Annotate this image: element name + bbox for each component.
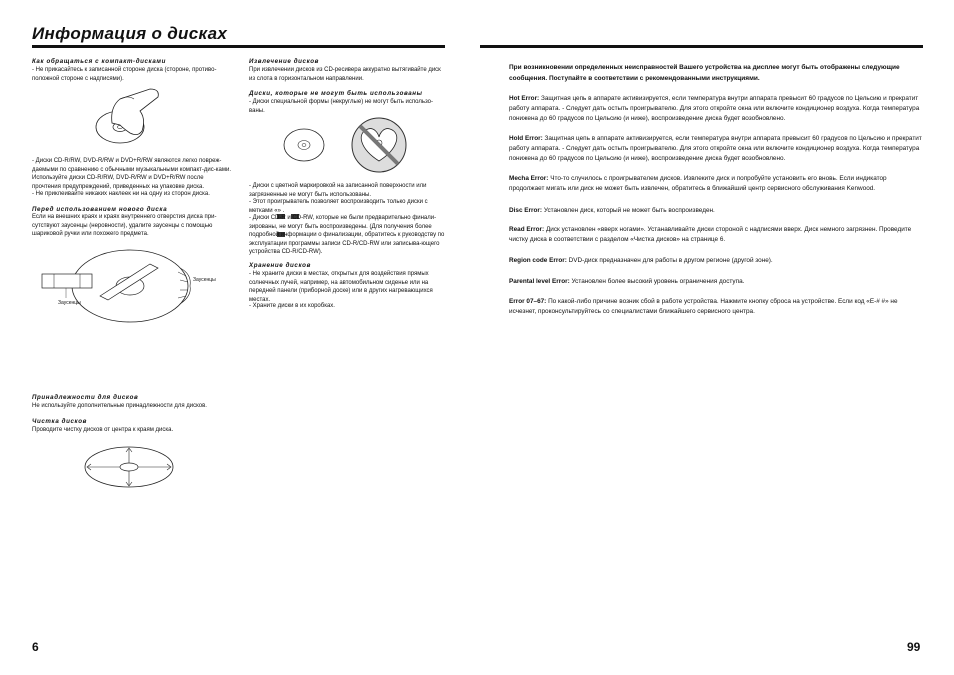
section-heading-cleaning: Чистка дисков xyxy=(32,418,87,425)
section-heading-eject: Извлечение дисков xyxy=(249,58,320,65)
sticker-warning-text: - Не приклеивайте никаких наклеек ни на одну из сторон диска. xyxy=(32,191,210,197)
section-heading-unusable: Диски, которые не могут быть использованы xyxy=(249,90,423,97)
error-description: Защитная цепь в аппарате активизируется, если температура внутри аппарата превысит 60 градусов по Цельсию и прекратит работу аппарата. - Следует дать остыть проигрывателю. Для этого откройте окна или включите кондиционер воздуха. Когда температура понижена до 60 градусов по Цельсию (и ниже), воспроизведение диска будет возобновлено. xyxy=(509,95,920,123)
handling-text: - Не прикасайтесь к записанной стороне диска (стороне, противо-положной стороне с надписями). xyxy=(32,67,217,82)
error-entry xyxy=(509,174,923,194)
error-description: Диск установлен «вверх ногами». Устанавливайте диски стороной с надписями вверх. Диск немного загрязнен. Проведите чистку диска в соответствии с разделом «Чистка дисков» на странице 6. xyxy=(509,226,912,244)
burr-removal-illustration xyxy=(40,246,230,326)
section-heading-handling: Как обращаться с компакт-дисками xyxy=(32,58,166,65)
error-description: Установлен более высокий уровень ограничения доступа. xyxy=(571,278,745,285)
burrs-label-right: Заусенцы xyxy=(193,277,216,283)
error-entry xyxy=(509,277,923,287)
error-name: Read Error: xyxy=(509,226,545,233)
section-heading-storage: Хранение дисков xyxy=(249,262,311,269)
storage-boxes-text: - Храните диски в их коробках. xyxy=(249,303,335,309)
finalize-text: - Диски CD-R и CD-RW, которые не были предварительно финали-зированы, не могут быть воспроизведены. (Для получения более подробной информации о финализации, обратитесь к руководству по эксплуатации программы записи CD-R/CD-RW или записыва-ющего устройства CD-R/CD-RW). xyxy=(249,215,445,256)
error-name: Error 07–67: xyxy=(509,298,547,305)
section-heading-new-disc: Перед использованием нового диска xyxy=(32,206,168,213)
disc-handling-illustration xyxy=(90,85,170,150)
cdr-warning-text: - Диски CD-R/RW, DVD-R/RW и DVD+R/RW являются легко повреж-даемыми по сравнению с обычными музыкальными компакт-дис-ками. Используйте диски CD-R/RW, DVD-R/RW и DVD+R/RW после прочтения предупреждений, приведенных на упаковке диска. xyxy=(32,158,232,190)
error-entry xyxy=(509,206,923,216)
error-description: Что-то случилось с проигрывателем дисков. Извлеките диск и попробуйте установить его вновь. Если индикатор продолжает мигать или диск не может быть извлечен, обратитесь в ближайший центр сервисного обслуживания Kenwood. xyxy=(509,175,887,193)
error-name: Hot Error: xyxy=(509,95,540,102)
colored-disc-text: - Диски с цветной маркировкой на записанной поверхности или загрязненные не могут быть использованы. xyxy=(249,183,427,198)
disc-logo-marks xyxy=(277,206,313,212)
error-description: DVD-диск предназначен для работы в другом регионе (другой зоне). xyxy=(568,257,773,264)
unusable-discs-illustration xyxy=(282,115,412,175)
page-number-left: 6 xyxy=(32,640,39,654)
new-disc-text: Если на внешних краях и краях внутреннего отверстия диска при-сутствуют заусенцы (неровности), удалите заусенцы с помощью шариковой ручки или похожего предмета. xyxy=(32,214,217,238)
error-name: Hold Error: xyxy=(509,135,543,142)
error-description: По какой-либо причине возник сбой в работе устройства. Нажмите кнопку сброса на устройстве. Если код «E-# #» не исчезнет, проконсультируйтесь со специалистами ближайшего сервисного центра. xyxy=(509,298,898,316)
disc-cleaning-illustration xyxy=(82,444,177,490)
error-name: Mecha Error: xyxy=(509,175,549,182)
section-heading-accessories: Принадлежности для дисков xyxy=(32,394,139,401)
error-intro: При возникновении определенных неисправностей Вашего устройства на дисплее могут быть отображены следующие сообщения. Поступайте в соответствии с рекомендованными инструкциями. xyxy=(509,64,900,82)
error-name: Region code Error: xyxy=(509,257,567,264)
unusable-shape-text: - Диски специальной формы (некруглые) не могут быть использо-ваны. xyxy=(249,99,433,114)
error-entry xyxy=(509,134,923,165)
error-entry xyxy=(509,225,923,245)
page-title: Информация о дисках xyxy=(32,24,228,43)
disc-marks-text: - Этот проигрыватель позволяет воспроизводить только диски с метками «» . xyxy=(249,199,428,214)
title-rule xyxy=(32,45,445,48)
eject-text: При извлечении дисков из CD-ресивера аккуратно вытягивайте диск из слота в горизонтальном направлении. xyxy=(249,67,441,82)
storage-text: - Не храните диски в местах, открытых для воздействия прямых солнечных лучей, например, на автомобильном сиденье или на передней панели (приборной доске) или в других нагревающихся местах. xyxy=(249,271,433,303)
error-description: Защитная цепь в аппарате активизируется, если температура внутри аппарата превысит 60 градусов по Цельсию и прекратит работу аппарата. - Следует дать остыть проигрывателю. Для этого откройте окна или включите кондиционер воздуха. Когда температура понижена до 60 градусов по Цельсию (и ниже), воспроизведение диска будет возобновлено. xyxy=(509,135,922,163)
burrs-label-left: Заусенцы xyxy=(58,300,81,306)
error-entry xyxy=(509,297,923,317)
accessories-text: Не используйте дополнительные принадлежности для дисков. xyxy=(32,403,207,409)
page-number-right: 99 xyxy=(907,640,921,654)
cleaning-text: Проводите чистку дисков от центра к краям диска. xyxy=(32,427,174,433)
error-name: Disc Error: xyxy=(509,207,543,214)
error-name: Parental level Error: xyxy=(509,278,570,285)
error-description: Установлен диск, который не может быть воспроизведен. xyxy=(543,207,715,214)
error-entry xyxy=(509,256,923,266)
error-entry xyxy=(509,94,923,125)
right-page-rule xyxy=(480,45,923,48)
